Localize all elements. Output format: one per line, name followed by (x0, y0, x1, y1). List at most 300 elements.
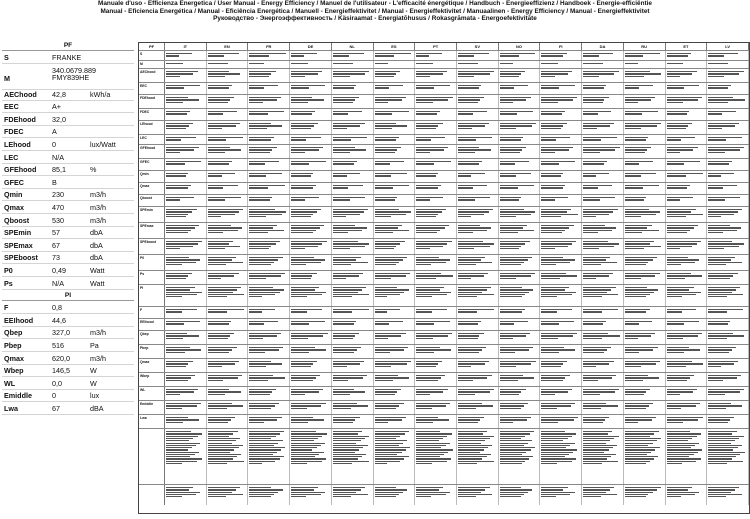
table-cell (165, 331, 207, 345)
text-line (625, 241, 654, 242)
spec-value: FRANKE (52, 53, 82, 62)
text-line (291, 333, 327, 334)
text-line (291, 492, 325, 493)
text-line (541, 173, 562, 174)
text-line (541, 380, 562, 381)
text-line (208, 262, 243, 263)
text-line (249, 294, 275, 295)
table-cell (582, 485, 624, 505)
text-line (625, 85, 653, 86)
text-line (541, 461, 571, 462)
text-line (208, 199, 225, 200)
text-line (375, 349, 404, 350)
text-line (500, 185, 534, 186)
table-cell (332, 429, 374, 485)
text-line (541, 417, 577, 418)
spec-value: 470 (52, 203, 64, 212)
text-line (667, 361, 692, 362)
row-key: Qboost (139, 195, 165, 207)
text-line (583, 232, 598, 233)
text-line (583, 377, 612, 378)
spec-key: Ps (4, 278, 13, 288)
text-line (625, 494, 649, 495)
text-line (500, 87, 514, 88)
text-line (625, 232, 643, 233)
text-line (291, 309, 322, 310)
table-cell (666, 121, 708, 135)
text-line (583, 139, 601, 140)
text-line (333, 273, 364, 274)
text-line (416, 311, 432, 312)
text-line (291, 375, 320, 376)
text-line (458, 63, 478, 64)
spec-unit: dbA (90, 228, 103, 238)
table-cell (666, 271, 708, 285)
text-line (208, 241, 234, 242)
spec-key: P0 (4, 266, 13, 275)
spec-row (2, 265, 134, 277)
text-line (291, 137, 320, 138)
text-line (291, 209, 321, 210)
text-line (291, 97, 312, 98)
text-line (500, 294, 525, 295)
spec-value: N/A (52, 278, 64, 288)
text-line (583, 113, 597, 114)
spec-unit: % (90, 165, 97, 175)
text-line (458, 273, 488, 274)
text-line (583, 102, 603, 103)
text-line (458, 335, 479, 336)
table-cell (332, 331, 374, 345)
text-line (500, 199, 520, 200)
text-line (541, 241, 576, 242)
text-line (375, 287, 398, 288)
table-cell (332, 69, 374, 83)
text-line (208, 309, 244, 310)
table-cell (540, 415, 582, 429)
text-line (416, 403, 450, 404)
table-cell (165, 373, 207, 387)
text-line (166, 338, 183, 339)
table-cell (207, 429, 249, 485)
text-line (208, 405, 244, 406)
text-line (249, 489, 282, 490)
text-line (375, 292, 405, 293)
text-line (208, 102, 228, 103)
table-row (139, 330, 749, 345)
text-line (541, 452, 573, 453)
text-line (416, 422, 433, 423)
text-line (667, 139, 681, 140)
text-line (166, 431, 191, 432)
table-cell (666, 239, 708, 255)
text-line (625, 408, 646, 409)
table-cell (582, 285, 624, 307)
text-line (249, 347, 283, 348)
text-line (500, 408, 521, 409)
table-cell (332, 255, 374, 271)
text-line (541, 377, 565, 378)
text-line (583, 391, 615, 392)
text-line (291, 335, 323, 336)
table-cell (207, 145, 249, 159)
table-cell (248, 401, 290, 415)
text-line (500, 246, 521, 247)
text-line (708, 433, 732, 434)
text-line (416, 431, 440, 432)
text-line (166, 323, 184, 324)
text-line (375, 248, 395, 249)
pi-title: PI (2, 292, 134, 301)
table-cell (499, 401, 541, 415)
text-line (583, 361, 614, 362)
text-line (166, 278, 186, 279)
text-line (541, 73, 567, 74)
text-line (667, 438, 693, 439)
text-line (708, 139, 725, 140)
text-line (208, 147, 230, 148)
table-header-cell: ES (374, 43, 416, 50)
text-line (416, 227, 444, 228)
text-line (249, 433, 280, 434)
text-line (333, 147, 355, 148)
text-line (166, 352, 185, 353)
table-cell (499, 373, 541, 387)
table-cell (666, 485, 708, 505)
text-line (500, 53, 536, 54)
text-line (291, 87, 309, 88)
text-line (333, 309, 369, 310)
text-line (500, 361, 536, 362)
text-line (291, 338, 308, 339)
text-line (583, 246, 614, 247)
row-key: LEC (139, 135, 165, 145)
text-line (375, 111, 409, 112)
header-line-2: Manual - Eficiencia Energética / Manual - Eficiência Energética / Manuell - Energieffektivitet / Manual - Energieffektivitet / Manuaalinen - Energy Efficiency / Manual - Energieffektivitet (100, 7, 650, 15)
text-line (625, 147, 651, 148)
text-line (583, 363, 609, 364)
table-cell (624, 69, 666, 83)
text-line (541, 63, 558, 64)
text-line (667, 152, 680, 153)
table-cell (499, 239, 541, 255)
text-line (667, 394, 680, 395)
table-cell (582, 359, 624, 373)
text-line (166, 289, 190, 290)
text-line (708, 333, 733, 334)
text-line (708, 456, 736, 457)
text-line (458, 445, 492, 446)
text-line (541, 152, 555, 153)
text-line (166, 85, 200, 86)
text-line (458, 443, 481, 444)
text-line (625, 128, 641, 129)
table-cell (207, 415, 249, 429)
spec-row (2, 403, 134, 415)
text-line (333, 216, 346, 217)
table-cell (415, 429, 457, 485)
text-line (416, 197, 443, 198)
text-line (500, 227, 523, 228)
text-line (541, 375, 569, 376)
text-line (333, 225, 355, 226)
text-line (166, 389, 198, 390)
text-line (375, 99, 402, 100)
table-cell (499, 271, 541, 285)
text-line (625, 436, 650, 437)
text-line (458, 440, 485, 441)
table-cell (165, 485, 207, 505)
text-line (583, 55, 599, 56)
text-line (333, 422, 353, 423)
text-line (166, 197, 194, 198)
text-line (166, 99, 199, 100)
table-cell (582, 95, 624, 109)
text-line (500, 137, 524, 138)
text-line (708, 55, 723, 56)
text-line (333, 173, 360, 174)
text-line (375, 137, 399, 138)
spec-unit: dBA (90, 404, 104, 413)
table-cell (248, 345, 290, 359)
text-line (249, 99, 276, 100)
text-line (166, 436, 198, 437)
text-line (625, 216, 641, 217)
text-line (667, 216, 686, 217)
table-cell (624, 373, 666, 387)
text-line (249, 111, 283, 112)
text-line (416, 187, 437, 188)
text-line (291, 185, 316, 186)
spec-row (2, 390, 134, 402)
text-line (625, 55, 644, 56)
table-cell (457, 359, 499, 373)
table-cell (540, 223, 582, 239)
text-line (500, 447, 535, 448)
text-line (500, 375, 523, 376)
table-cell (457, 285, 499, 307)
table-row (139, 144, 749, 159)
text-line (541, 248, 554, 249)
text-line (375, 294, 401, 295)
table-cell (707, 331, 749, 345)
text-line (708, 449, 733, 450)
text-line (625, 71, 650, 72)
text-line (625, 338, 638, 339)
spec-row (2, 340, 134, 352)
text-line (708, 53, 738, 54)
text-line (333, 199, 350, 200)
text-line (458, 389, 494, 390)
table-cell (332, 485, 374, 505)
text-line (416, 125, 438, 126)
text-line (667, 85, 700, 86)
text-line (291, 259, 325, 260)
table-cell (415, 415, 457, 429)
table-cell (290, 145, 332, 159)
text-line (166, 454, 195, 455)
text-line (458, 323, 478, 324)
text-line (458, 287, 491, 288)
spec-value: 0,0 (52, 378, 62, 388)
table-cell (248, 331, 290, 345)
text-line (708, 123, 739, 124)
spec-unit: m3/h (90, 353, 106, 363)
text-line (166, 422, 183, 423)
text-line (667, 408, 682, 409)
text-line (208, 275, 235, 276)
table-cell (540, 271, 582, 285)
table-cell (374, 285, 416, 307)
text-line (208, 323, 229, 324)
text-line (708, 338, 727, 339)
text-line (541, 292, 575, 293)
text-line (333, 431, 362, 432)
text-line (625, 273, 660, 274)
table-cell (582, 331, 624, 345)
text-line (667, 161, 701, 162)
spec-value: 0,8 (52, 303, 62, 313)
text-line (375, 71, 401, 72)
table-cell (248, 145, 290, 159)
text-line (708, 461, 743, 462)
text-line (208, 225, 231, 226)
text-line (583, 264, 601, 265)
text-line (208, 87, 229, 88)
text-line (541, 489, 563, 490)
text-line (583, 185, 612, 186)
text-line (458, 431, 487, 432)
text-line (625, 246, 661, 247)
table-cell (290, 401, 332, 415)
text-line (583, 230, 612, 231)
table-cell (499, 429, 541, 485)
text-line (375, 209, 400, 210)
text-line (208, 403, 232, 404)
text-line (208, 128, 222, 129)
text-line (416, 443, 450, 444)
text-line (291, 199, 305, 200)
text-line (333, 454, 366, 455)
text-line (333, 349, 357, 350)
text-line (333, 403, 357, 404)
text-line (667, 496, 682, 497)
text-line (333, 377, 363, 378)
table-cell (332, 239, 374, 255)
table-cell (415, 145, 457, 159)
text-line (708, 363, 734, 364)
text-line (583, 494, 617, 495)
text-line (166, 449, 188, 450)
table-cell (374, 415, 416, 429)
text-line (333, 87, 354, 88)
text-line (583, 149, 615, 150)
text-line (583, 323, 603, 324)
table-cell (666, 429, 708, 485)
text-line (458, 55, 474, 56)
text-line (416, 294, 447, 295)
text-line (375, 405, 400, 406)
table-cell (457, 271, 499, 285)
text-line (416, 246, 443, 247)
table-header-cell: FR (248, 43, 290, 50)
text-line (249, 361, 270, 362)
text-line (166, 487, 193, 488)
text-line (667, 248, 680, 249)
text-line (625, 230, 659, 231)
text-line (249, 128, 266, 129)
text-line (166, 456, 190, 457)
text-line (375, 199, 395, 200)
text-line (625, 419, 652, 420)
text-line (708, 211, 738, 212)
text-line (333, 161, 357, 162)
table-row (139, 120, 749, 135)
text-line (291, 232, 312, 233)
row-key: PI (139, 285, 165, 307)
text-line (541, 209, 570, 210)
text-line (458, 380, 473, 381)
text-line (249, 405, 274, 406)
table-cell (290, 415, 332, 429)
row-key: Wbep (139, 373, 165, 387)
text-line (416, 461, 447, 462)
text-line (166, 438, 193, 439)
text-line (166, 417, 188, 418)
text-line (500, 123, 536, 124)
text-line (500, 97, 531, 98)
text-line (375, 102, 389, 103)
table-cell (666, 415, 708, 429)
text-line (208, 349, 233, 350)
text-line (583, 128, 596, 129)
text-line (416, 338, 432, 339)
text-line (500, 111, 534, 112)
text-line (166, 147, 199, 148)
text-line (458, 456, 487, 457)
table-cell (165, 415, 207, 429)
text-line (291, 63, 308, 64)
table-header-cell: NO (499, 43, 541, 50)
text-line (333, 262, 368, 263)
text-line (208, 394, 225, 395)
text-line (249, 232, 267, 233)
table-cell (457, 223, 499, 239)
text-line (625, 225, 652, 226)
text-line (500, 347, 533, 348)
text-line (333, 335, 355, 336)
text-line (333, 211, 364, 212)
text-line (291, 349, 326, 350)
text-line (208, 391, 241, 392)
text-line (416, 436, 447, 437)
text-line (667, 173, 703, 174)
text-line (667, 458, 701, 459)
text-line (541, 449, 577, 450)
text-line (166, 227, 195, 228)
text-line (291, 296, 307, 297)
text-line (333, 187, 348, 188)
text-line (667, 366, 686, 367)
text-line (166, 349, 201, 350)
text-line (500, 76, 520, 77)
table-row (139, 254, 749, 271)
text-line (291, 147, 323, 148)
text-line (291, 347, 315, 348)
text-line (166, 492, 200, 493)
text-line (416, 440, 438, 441)
text-line (500, 63, 514, 64)
